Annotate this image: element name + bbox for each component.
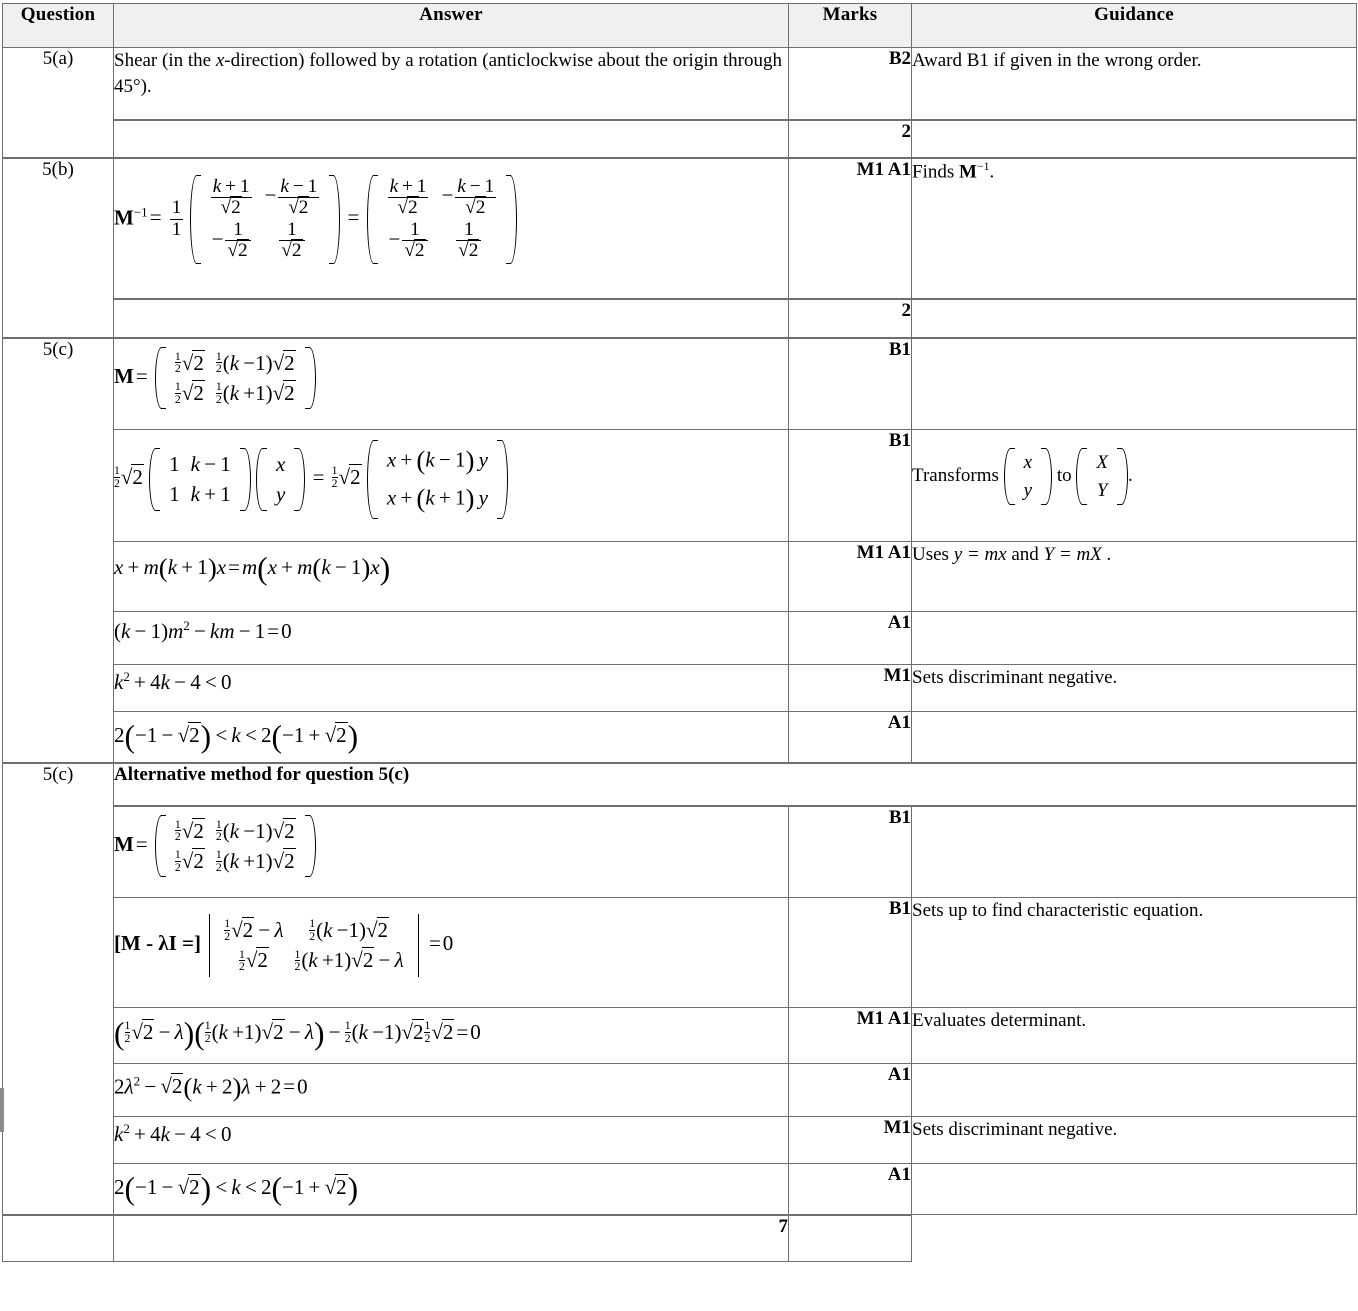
- answer-cell-alt-1: [114, 806, 789, 898]
- vector-from-0: x: [1023, 452, 1033, 473]
- answer-cell-5b-total: [114, 299, 789, 338]
- guidance-cell-5c-3: [912, 542, 1357, 612]
- answer-cell-5a: [114, 48, 789, 120]
- guidance-cell-5c-6: [912, 712, 1357, 763]
- marks-cell-5c-6: A1: [789, 712, 912, 763]
- matrix-brackets-2: $\frac{k + 1}{√2}$ − $\frac{k - 1}{√2}$ − $\frac{1}{√2}$ $\frac{1}{√2}$: [367, 175, 518, 264]
- determinant-prefix: [M - λI =]: [114, 931, 202, 956]
- scan-artifact: [0, 1088, 4, 1132]
- answer-variable-x: x: [215, 50, 225, 71]
- scalar-one-over-one: $\frac{1}{1}$: [171, 197, 182, 240]
- guidance-cell-5c-4: [912, 612, 1357, 665]
- vector-brackets-xy: x y: [256, 448, 305, 511]
- table-row-5c-3: [3, 542, 1357, 612]
- guidance-cell-5c-5: Sets discriminant negative.: [912, 665, 1357, 712]
- matrix-brackets-m-alt: $\frac{1}{2}$ √2 $\frac{1}{2}$ (k −1)√2 $\frac{1}{2}$ √2 $\frac{1}{2}$ (k +1)√2: [155, 815, 316, 878]
- formula-k-range: 2(−1 − √2) < k < 2(−1 + √2): [114, 719, 359, 754]
- table-row-alt-4: [3, 1064, 1357, 1117]
- marks-cell-5c-5: M1: [789, 665, 912, 712]
- answer-cell-alt-4: [114, 1064, 789, 1117]
- table-row-5c-4: [3, 612, 1357, 665]
- guidance-symbol-m: M: [959, 160, 977, 182]
- answer-cell-5c-1: [114, 338, 789, 430]
- guidance-transforms-pre: Transforms: [912, 465, 1004, 486]
- table-row-alt-3: [3, 1008, 1357, 1064]
- marks-cell-alt-4: A1: [789, 1064, 912, 1117]
- table-row-alt-5: [3, 1117, 1357, 1164]
- guidance-cell-5c-1: [912, 338, 1357, 430]
- answer-cell-alt-total: [3, 1215, 114, 1262]
- guidance-cell-alt-total: [789, 1215, 912, 1262]
- marks-cell-alt-3: M1 A1: [789, 1008, 912, 1064]
- marks-total-5b: 2: [789, 299, 912, 338]
- question-label-alt-5c: 5(c): [3, 763, 114, 1215]
- answer-cell-alt-6: [114, 1164, 789, 1215]
- matrix-brackets-m: $\frac{1}{2}$ √2 $\frac{1}{2}$ (k −1)√2 $\frac{1}{2}$ √2 $\frac{1}{2}$ (k +1)√2: [155, 347, 316, 410]
- marks-cell-alt-1: B1: [789, 806, 912, 898]
- guidance-cell-alt-5: Sets discriminant negative.: [912, 1117, 1357, 1164]
- table-row-alt-total: [3, 1215, 1357, 1262]
- column-header-guidance: Guidance: [912, 4, 1357, 48]
- marks-cell-5c-3: M1 A1: [789, 542, 912, 612]
- table-row-5c-1: [3, 338, 1357, 430]
- table-row-5b: [3, 158, 1357, 299]
- matrix-brackets-coeff: 1 k − 1 1 k + 1: [149, 448, 251, 511]
- column-header-question: Question: [3, 4, 114, 48]
- table-row-alt-1: [3, 806, 1357, 898]
- column-header-marks: Marks: [789, 4, 912, 48]
- guidance-uses-pre: Uses: [912, 544, 954, 565]
- formula-determinant-expanded: ( $\frac{1}{2}$ √2 − λ)( $\frac{1}{2}$ (k +1)√2 − λ) − $\frac{1}{2}$ (k −1)√2 $\frac{1}{2}$ √2 =0: [114, 1016, 481, 1051]
- table-row-alt-6: [3, 1164, 1357, 1215]
- formula-m-inverse: $M^{-1}=$ $\frac{1}{1}$ $\frac{k + 1}{√2}$ − $\frac{k - 1}{√2}$ − $\frac{1}{√2}$ $\frac{1}{√2}$ = $\frac{k + 1}{√2}$ − $\frac{k - 1}{√2}$ − $\frac{1}{√2}$ $\frac{1}{√2}$: [114, 175, 517, 264]
- answer-cell-5c-3: [114, 542, 789, 612]
- answer-cell-5c-6: [114, 712, 789, 763]
- table-row-5c-5: [3, 665, 1357, 712]
- answer-cell-alt-2: [114, 898, 789, 1008]
- vector-brackets-from: [1004, 448, 1052, 505]
- formula-discriminant: $k^2 + 4k - 4 < 0$: [114, 669, 232, 694]
- formula-discriminant-alt: $k^2 + 4k - 4 < 0$: [114, 1121, 232, 1146]
- vector-from-1: y: [1023, 479, 1033, 501]
- table-row-alt-2: [3, 898, 1357, 1008]
- guidance-cell-alt-6: [912, 1164, 1357, 1215]
- formula-matrix-m: M= $\frac{1}{2}$ √2 $\frac{1}{2}$ (k −1)√2 $\frac{1}{2}$ √2 $\frac{1}{2}$ (k +1)√2: [114, 347, 316, 410]
- table-row-5a: [3, 48, 1357, 120]
- question-label-5b: 5(b): [3, 158, 114, 338]
- table-row-5b-total: [3, 299, 1357, 338]
- table-row-alt-header: [3, 763, 1357, 806]
- mark-scheme-table: [2, 3, 1357, 1262]
- guidance-cell-5c-2: [912, 430, 1357, 542]
- marks-cell-5a: B2: [789, 48, 912, 120]
- answer-cell-alt-3: [114, 1008, 789, 1064]
- formula-transform: $\frac{1}{2}$ √2 1 k − 1 1 k + 1 x y = $\frac{1}{2}$ √2 x + (k − 1) y x + (k + 1) y: [114, 440, 508, 519]
- matrix-brackets-1: $\frac{k + 1}{√2}$ − $\frac{k - 1}{√2}$ − $\frac{1}{√2}$ $\frac{1}{√2}$: [190, 175, 341, 264]
- guidance-transforms-mid: to: [1056, 465, 1077, 486]
- answer-cell-5b: [114, 158, 789, 299]
- marks-cell-alt-2: B1: [789, 898, 912, 1008]
- guidance-uses-and: and: [1006, 544, 1044, 565]
- marks-cell-alt-5: M1: [789, 1117, 912, 1164]
- formula-quadratic-m: $(k - 1)m^2$ − km − 1=0: [114, 618, 292, 643]
- marks-cell-5c-1: B1: [789, 338, 912, 430]
- table-row-5c-2: [3, 430, 1357, 542]
- table-header-row: [3, 4, 1357, 48]
- column-header-answer: Answer: [114, 4, 789, 48]
- alternative-method-label: Alternative method for question 5(c): [114, 763, 1357, 806]
- answer-text-part2: -direction) followed by a rotation (anticlockwise about the origin through 45°).: [114, 50, 782, 97]
- determinant-bars: $\frac{1}{2}$ √2 − λ $\frac{1}{2}$ (k −1)√2 $\frac{1}{2}$ √2 $\frac{1}{2}$ (k +1)√2 − λ: [206, 914, 421, 977]
- formula-substitution: x + m(k + 1)x=m(x + m(k − 1)x): [114, 551, 391, 586]
- guidance-text-pre: Finds: [912, 160, 959, 182]
- guidance-transforms-post: .: [1128, 465, 1133, 486]
- marks-cell-alt-6: A1: [789, 1164, 912, 1215]
- guidance-cell-alt-3: Evaluates determinant.: [912, 1008, 1357, 1064]
- question-label-5a: 5(a): [3, 48, 114, 158]
- guidance-cell-alt-4: [912, 1064, 1357, 1117]
- answer-cell-5c-2: [114, 430, 789, 542]
- guidance-cell-5b: [912, 158, 1357, 299]
- guidance-exponent: −1: [976, 159, 990, 173]
- formula-lambda-quadratic: $2\lambda^2 - √2(k + 2)\lambda + 2=0$: [114, 1072, 308, 1102]
- guidance-cell-5b-total: [912, 299, 1357, 338]
- question-label-5c: 5(c): [3, 338, 114, 763]
- guidance-uses-post: .: [1101, 544, 1112, 565]
- marks-cell-5b: M1 A1: [789, 158, 912, 299]
- vector-to-1: Y: [1096, 479, 1108, 501]
- guidance-cell-5a: Award B1 if given in the wrong order.: [912, 48, 1357, 120]
- answer-text-part1: Shear (in the: [114, 50, 216, 71]
- vector-brackets-result: x + (k − 1) y x + (k + 1) y: [367, 440, 508, 519]
- guidance-cell-5a-total: [912, 120, 1357, 158]
- answer-cell-alt-5: [114, 1117, 789, 1164]
- marks-total-5a: 2: [789, 120, 912, 158]
- formula-characteristic-determinant: [M - λI =] $\frac{1}{2}$ √2 − λ $\frac{1}{2}$ (k −1)√2 $\frac{1}{2}$ √2 $\frac{1}{2}$ (k +1)√2 − λ =0: [114, 914, 453, 977]
- answer-cell-5c-4: [114, 612, 789, 665]
- marks-total-alt: 7: [114, 1215, 789, 1262]
- marks-cell-5c-2: B1: [789, 430, 912, 542]
- guidance-equation-1: y = mx: [953, 544, 1007, 565]
- table-row-5a-total: [3, 120, 1357, 158]
- vector-to-0: X: [1096, 452, 1108, 473]
- guidance-equation-2: Y = mX: [1043, 544, 1102, 565]
- formula-matrix-m-alt: M= $\frac{1}{2}$ √2 $\frac{1}{2}$ (k −1)√2 $\frac{1}{2}$ √2 $\frac{1}{2}$ (k +1)√2: [114, 815, 316, 878]
- answer-cell-5a-total: [114, 120, 789, 158]
- guidance-text-post: .: [989, 160, 995, 182]
- marks-cell-5c-4: A1: [789, 612, 912, 665]
- guidance-cell-alt-1: [912, 806, 1357, 898]
- table-row-5c-6: [3, 712, 1357, 763]
- vector-brackets-to: [1076, 448, 1128, 505]
- guidance-cell-alt-2: Sets up to find characteristic equation.: [912, 898, 1357, 1008]
- formula-k-range-alt: 2(−1 − √2) < k < 2(−1 + √2): [114, 1171, 359, 1206]
- answer-cell-5c-5: [114, 665, 789, 712]
